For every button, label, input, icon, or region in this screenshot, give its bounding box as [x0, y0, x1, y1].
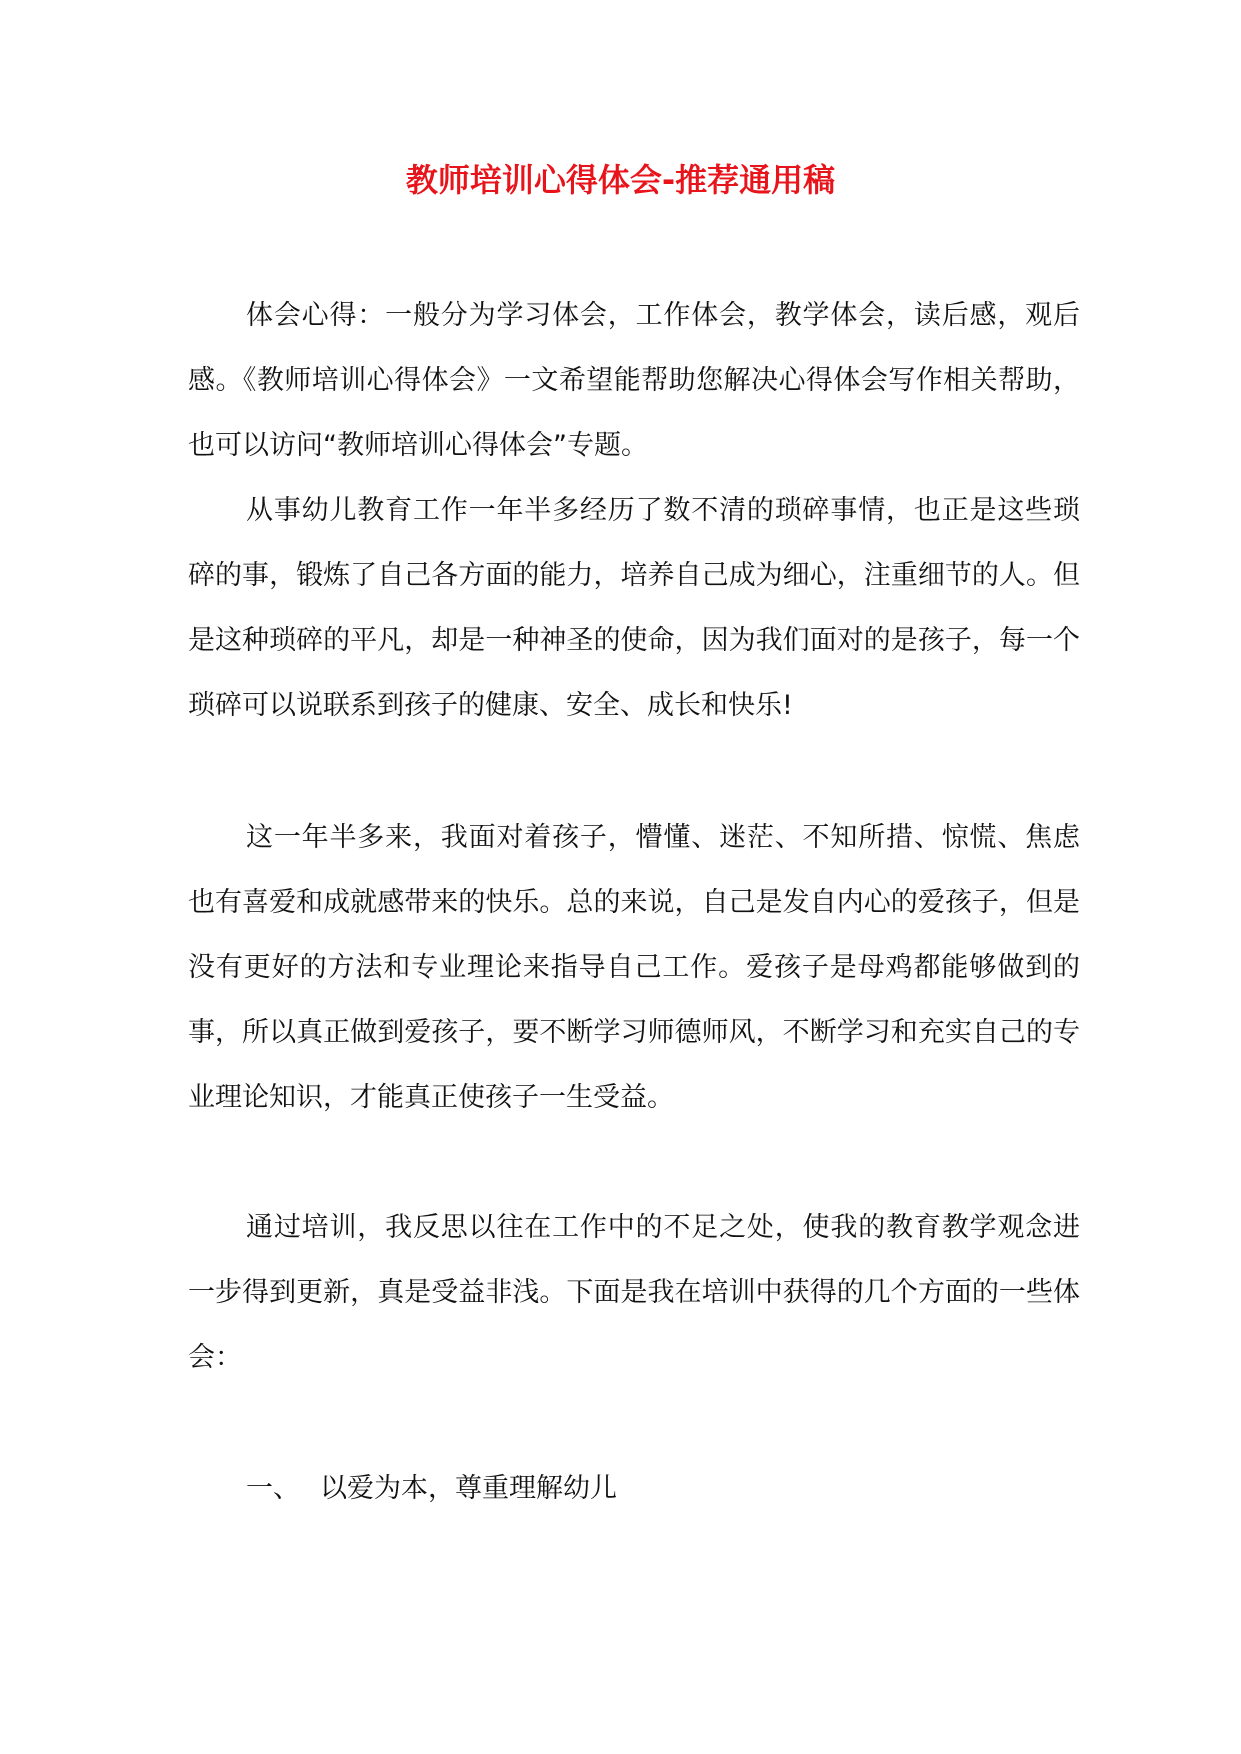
paragraph-experience: 从事幼儿教育工作一年半多经历了数不清的琐碎事情，也正是这些琐碎的事，锻炼了自己各方面的能力，培养自己成为细心，注重细节的人。但是这种琐碎的平凡，却是一种神圣的使命，因为我们面对的是孩子，每一个琐碎可以说联系到孩子的健康、安全、成长和快乐! — [188, 495, 1080, 721]
paragraph-intro: 体会心得：一般分为学习体会，工作体会，教学体会，读后感，观后感。《教师培训心得体会》一文希望能帮助您解决心得体会写作相关帮助，也可以访问“教师培训心得体会”专题。 — [188, 300, 1080, 461]
section-heading — [246, 1456, 617, 1521]
section-heading-number: 一、 — [246, 1473, 300, 1504]
paragraph-reflection: 这一年半多来，我面对着孩子，懵懂、迷茫、不知所措、惊慌、焦虑也有喜爱和成就感带来的快乐。总的来说，自己是发自内心的爱孩子，但是没有更好的方法和专业理论来指导自己工作。爱孩子是母鸡都能够做到的事，所以真正做到爱孩子，要不断学习师德师风，不断学习和充实自己的专业理论知识，才能真正使孩子一生受益。 — [188, 822, 1080, 1113]
paragraph-training: 通过培训，我反思以往在工作中的不足之处，使我的教育教学观念进一步得到更新，真是受益非浅。下面是我在培训中获得的几个方面的一些体会： — [188, 1212, 1080, 1373]
section-heading-text: 以爱为本，尊重理解幼儿 — [320, 1473, 617, 1504]
document-title: 教师培训心得体会-推荐通用稿 — [405, 161, 836, 199]
